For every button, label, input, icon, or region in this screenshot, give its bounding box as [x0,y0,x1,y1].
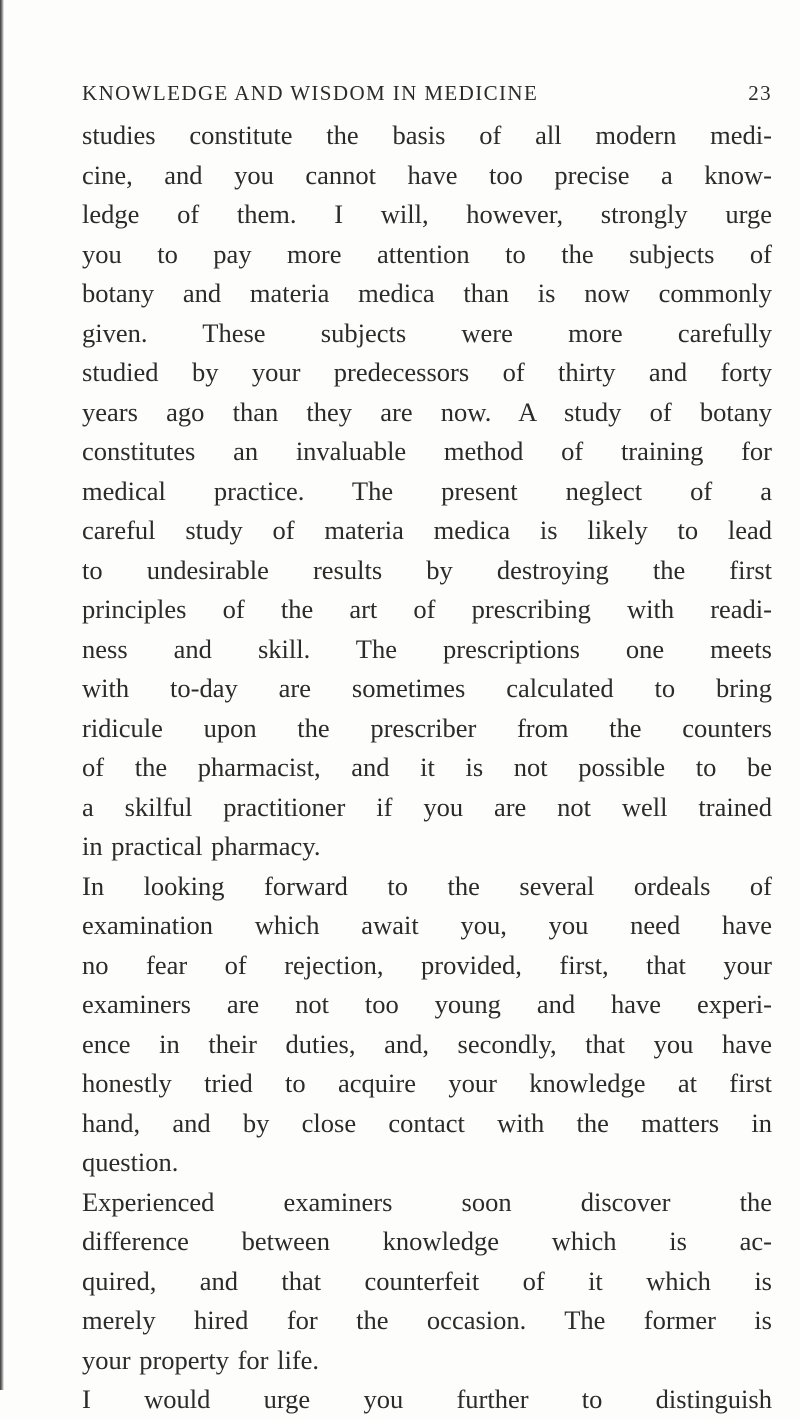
text-line: merely hired for the occasion. The former is [82,1305,772,1335]
text-line: ence in their duties, and, secondly, that you have [82,1028,772,1059]
text-line: hand, and by close contact with the matters in [82,1107,772,1138]
text-line: with to-day are sometimes calculated to bring [82,673,772,703]
text-line: years ago than they are now. A study of botany [82,396,772,427]
text-line: no fear of rejection, provided, first, that your [82,949,772,980]
text-line: difference between knowledge which is ac- [82,1226,772,1256]
text-line: ridicule upon the prescriber from the counters [82,712,772,743]
running-head [82,78,772,108]
text-line: your property for life. [82,1344,320,1375]
text-line: given. These subjects were more carefully [82,317,772,348]
text-line: to undesirable results by destroying the first [82,554,772,585]
text-line: constitutes an invaluable method of training for [82,436,772,466]
text-line: examiners are not too young and have experi- [82,989,772,1019]
book-page [82,78,772,1420]
text-line: principles of the art of prescribing with readi- [82,594,772,624]
text-line: I would urge you further to distinguish [82,1384,772,1414]
text-line: you to pay more attention to the subjects of [82,238,772,269]
text-line: of the pharmacist, and it is not possible to be [82,752,772,782]
running-head-title: KNOWLEDGE AND WISDOM IN MEDICINE [82,81,539,105]
text-line: studied by your predecessors of thirty and forty [82,357,772,387]
text-line: ness and skill. The prescriptions one meets [82,633,772,664]
text-line: in practical pharmacy. [82,831,321,861]
text-line: a skilful practitioner if you are not well trained [82,791,772,822]
text-line: botany and materia medica than is now commonly [82,278,772,308]
body-text [82,116,772,1420]
text-line: In looking forward to the several ordeals of [82,870,772,901]
text-line: Experienced examiners soon discover the [82,1186,772,1217]
text-line: honestly tried to acquire your knowledge at first [82,1068,772,1098]
text-line: examination which await you, you need have [82,910,772,940]
text-line: quired, and that counterfeit of it which is [82,1265,772,1296]
text-line: studies constitute the basis of all modern medi- [82,120,772,150]
text-line: careful study of materia medica is likely to lead [82,515,772,545]
page-number: 23 [748,81,772,105]
text-line: medical practice. The present neglect of a [82,475,772,506]
page-binding-edge [0,0,4,1390]
text-line: ledge of them. I will, however, strongly urge [82,199,772,229]
text-line: question. [82,1147,179,1177]
text-line: cine, and you cannot have too precise a know- [82,159,772,190]
